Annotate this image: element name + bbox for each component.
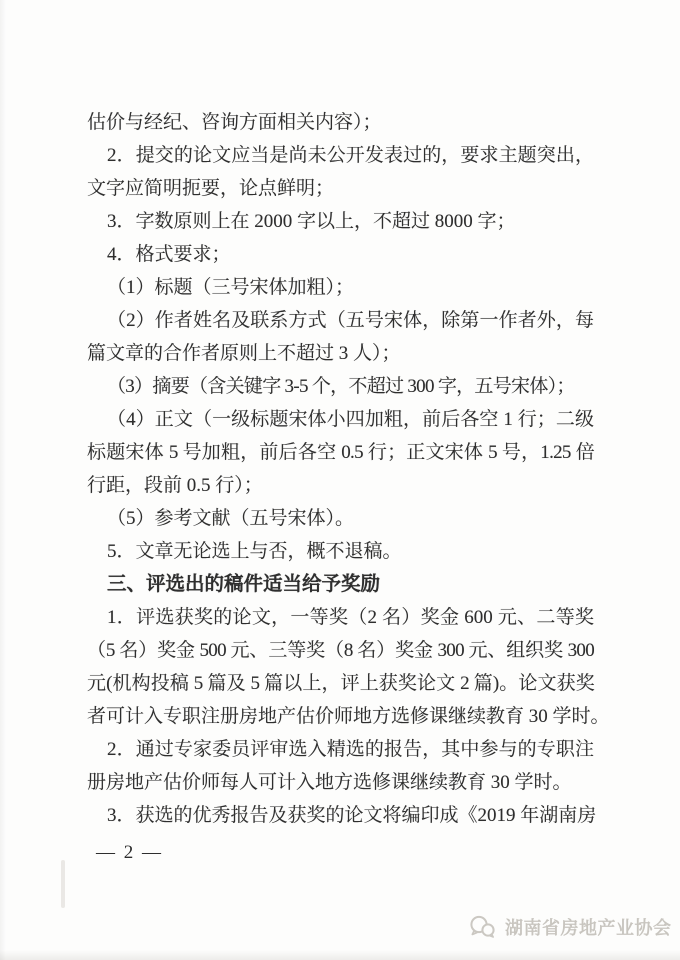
body-text-line: （3）摘要（含关键字 3-5 个，不超过 300 字，五号宋体）； (107, 376, 575, 397)
body-text-line: 2．提交的论文应当是尚未公开发表过的，要求主题突出， (107, 145, 594, 166)
footer-watermark (469, 914, 672, 940)
body-text-line: 估价与经纪、咨询方面相关内容）； (87, 112, 382, 133)
body-text-line: （5）参考文献（五号宋体）。 (107, 508, 355, 529)
body-text-line: 元(机构投稿 5 篇及 5 篇以上，评上获奖论文 2 篇)。论文获奖 (87, 673, 594, 694)
scan-edge-shadow (0, 0, 6, 960)
body-text-line: 文字应简明扼要，论点鲜明； (87, 178, 335, 199)
body-text-line: 2．通过专家委员评审选入精选的报告，其中参与的专职注 (107, 739, 594, 760)
wechat-icon (469, 915, 496, 939)
body-text-line: 行距，段前 0.5 行）； (87, 475, 263, 496)
footer-org-name: 湖南省房地产业协会 (505, 918, 672, 938)
body-text-line: 3．获选的优秀报告及获奖的论文将编印成《2019 年湖南房 (107, 805, 597, 826)
body-text-line: （4）正文（一级标题宋体小四加粗，前后各空 1 行；二级 (107, 409, 594, 430)
scan-bottom-noise (0, 950, 680, 960)
body-text-line: 标题宋体 5 号加粗，前后各空 0.5 行；正文宋体 5 号，1.25 倍 (87, 442, 594, 463)
body-text-line: （2）作者姓名及联系方式（五号宋体，除第一作者外，每 (107, 310, 594, 331)
body-text-line: （5 名）奖金 500 元、三等奖（8 名）奖金 300 元、组织奖 300 (87, 640, 594, 661)
body-text-line: 5．文章无论选上与否，概不退稿。 (107, 541, 402, 562)
body-text-line: 1．评选获奖的论文，一等奖（2 名）奖金 600 元、二等奖 (107, 607, 594, 628)
document-body (87, 106, 610, 832)
body-text-line: 4．格式要求； (107, 244, 231, 265)
section-heading: 三、评选出的稿件适当给予奖励 (107, 573, 381, 595)
body-text-line: 册房地产估价师每人可计入地方选修课继续教育 30 学时。 (87, 772, 572, 793)
page-number: — 2 — (96, 842, 163, 863)
body-text-line: 3．字数原则上在 2000 字以上，不超过 8000 字； (107, 211, 516, 232)
body-text-line: 者可计入专职注册房地产估价师地方选修课继续教育 30 学时。 (87, 706, 610, 727)
body-text-line: （1）标题（三号宋体加粗）； (107, 277, 355, 298)
scan-artifact-streak (61, 860, 65, 908)
body-text-line: 篇文章的合作者原则上不超过 3 人）； (87, 343, 401, 364)
